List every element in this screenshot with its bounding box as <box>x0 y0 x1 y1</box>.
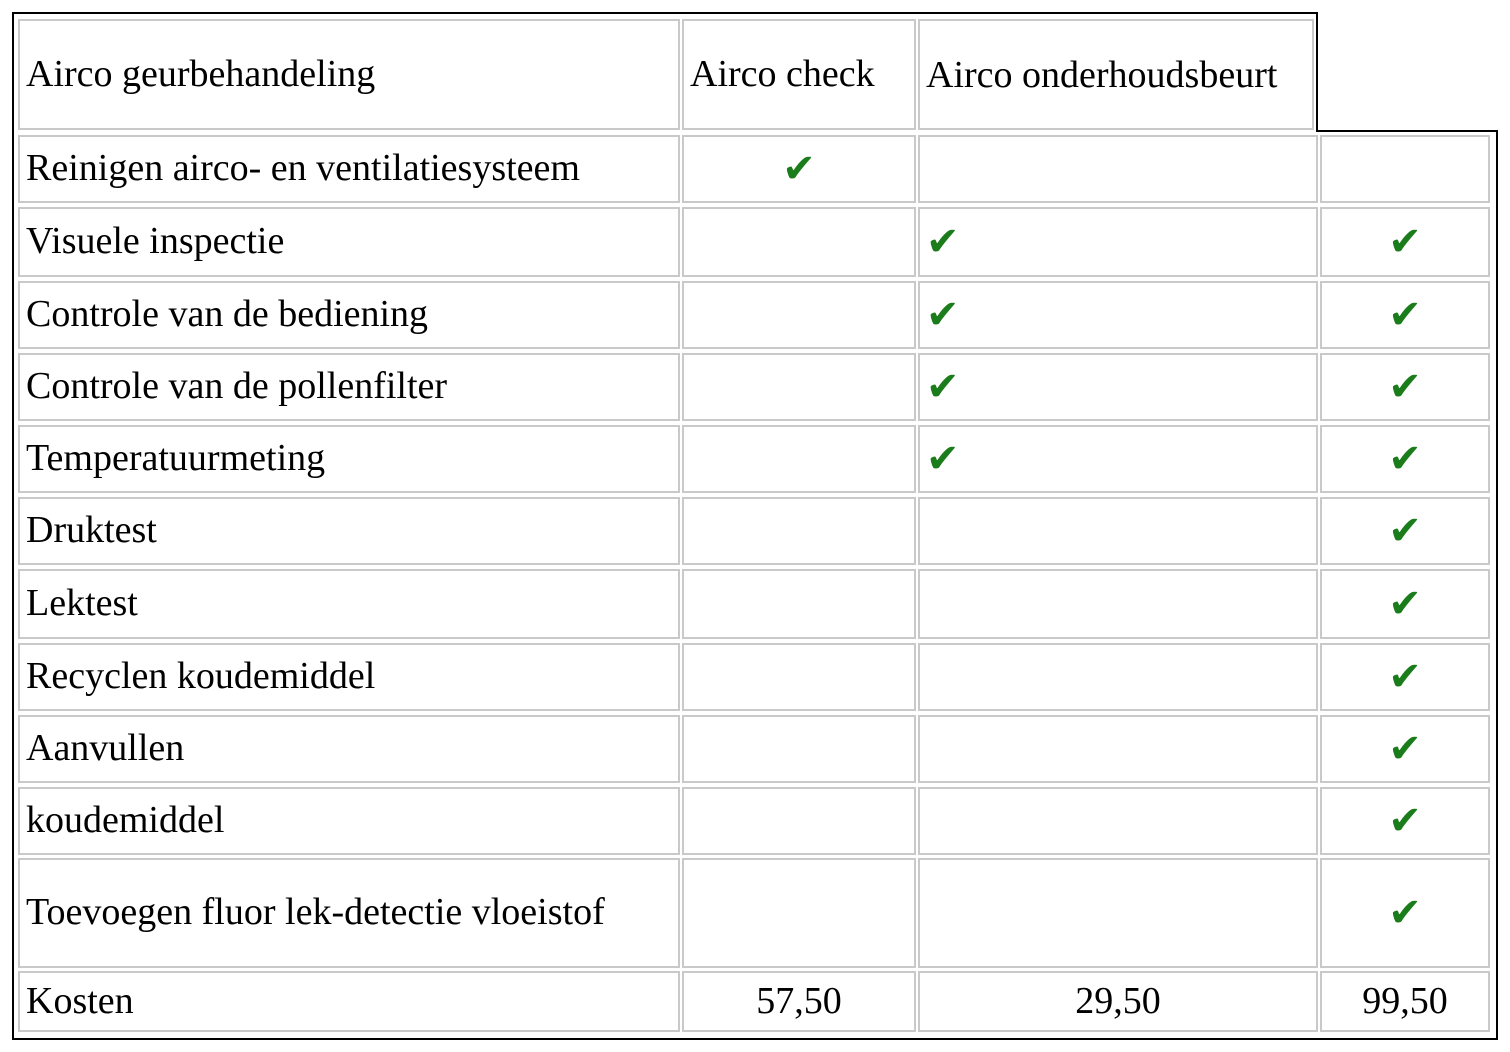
row-check-cell <box>1320 497 1490 565</box>
check-icon: ✔ <box>926 219 960 265</box>
check-icon: ✔ <box>926 292 960 338</box>
row-label: Temperatuurmeting <box>26 437 326 480</box>
row-check-cell <box>1320 353 1490 421</box>
check-icon: ✔ <box>1388 581 1422 627</box>
row-check-cell <box>918 425 1318 493</box>
row-label-cell <box>18 715 680 783</box>
row-check-cell <box>918 715 1318 783</box>
check-icon: ✔ <box>1388 726 1422 772</box>
row-check-cell <box>1320 858 1490 968</box>
row-check-cell <box>918 353 1318 421</box>
row-label-cell <box>18 569 680 639</box>
row-label: Controle van de pollenfilter <box>26 365 448 408</box>
header-label: Airco geurbehandeling <box>26 52 376 95</box>
row-label: Recyclen koudemiddel <box>26 655 376 698</box>
row-check-cell <box>682 715 916 783</box>
row-label: Druktest <box>26 509 157 552</box>
row-check-cell <box>682 425 916 493</box>
header-cell-airco-geurbehandeling <box>18 19 680 130</box>
row-label-cell <box>18 135 680 203</box>
row-check-cell <box>1320 787 1490 855</box>
row-label-cell <box>18 207 680 277</box>
check-icon: ✔ <box>1388 292 1422 338</box>
row-check-cell <box>1320 643 1490 711</box>
header-cell-airco-onderhoudsbeurt <box>918 19 1314 130</box>
row-check-cell <box>682 353 916 421</box>
row-label: koudemiddel <box>26 799 225 842</box>
row-label: Reinigen airco- en ventilatiesysteem <box>26 147 580 190</box>
cost-value: 57,50 <box>756 979 842 1022</box>
check-icon: ✔ <box>1388 436 1422 482</box>
row-check-cell <box>918 643 1318 711</box>
cost-value: 29,50 <box>1075 979 1161 1022</box>
row-label-cell <box>18 787 680 855</box>
table-frame-notch <box>1316 130 1498 132</box>
row-check-cell <box>918 207 1318 277</box>
row-label: Controle van de bediening <box>26 293 429 336</box>
check-icon: ✔ <box>926 436 960 482</box>
row-check-cell <box>918 787 1318 855</box>
row-check-cell <box>1320 569 1490 639</box>
footer-cost-column-4 <box>1320 971 1490 1032</box>
row-label: Aanvullen <box>26 727 185 770</box>
header-label: Airco check <box>690 52 875 95</box>
row-check-cell <box>682 281 916 349</box>
footer-cost-airco-onderhoudsbeurt <box>918 971 1318 1032</box>
row-check-cell <box>1320 135 1490 203</box>
row-check-cell <box>918 135 1318 203</box>
check-icon: ✔ <box>1388 508 1422 554</box>
row-check-cell <box>1320 281 1490 349</box>
row-label: Visuele inspectie <box>26 220 285 263</box>
footer-label: Kosten <box>26 979 134 1022</box>
header-label: Airco onderhoudsbeurt <box>926 53 1278 96</box>
row-label-cell <box>18 353 680 421</box>
row-label: Toevoegen fluor lek-detectie vloeistof <box>26 891 605 934</box>
row-label-cell <box>18 497 680 565</box>
row-label: Lektest <box>26 582 138 625</box>
cost-value: 99,50 <box>1362 979 1448 1022</box>
row-label-cell <box>18 281 680 349</box>
row-check-cell <box>1320 715 1490 783</box>
check-icon: ✔ <box>782 146 816 192</box>
footer-cost-airco-check <box>682 971 916 1032</box>
row-check-cell <box>918 858 1318 968</box>
row-check-cell <box>682 858 916 968</box>
row-check-cell <box>918 497 1318 565</box>
check-icon: ✔ <box>1388 364 1422 410</box>
check-icon: ✔ <box>926 364 960 410</box>
check-icon: ✔ <box>1388 798 1422 844</box>
check-icon: ✔ <box>1388 654 1422 700</box>
row-check-cell <box>918 281 1318 349</box>
check-icon: ✔ <box>1388 890 1422 936</box>
row-check-cell <box>682 787 916 855</box>
check-icon: ✔ <box>1388 219 1422 265</box>
row-check-cell <box>682 643 916 711</box>
footer-label-cell <box>18 971 680 1032</box>
row-label-cell <box>18 425 680 493</box>
row-check-cell <box>1320 425 1490 493</box>
row-check-cell <box>1320 207 1490 277</box>
header-cell-airco-check <box>682 19 916 130</box>
row-label-cell <box>18 643 680 711</box>
row-check-cell <box>682 207 916 277</box>
row-check-cell <box>682 497 916 565</box>
row-check-cell <box>682 135 916 203</box>
row-check-cell <box>918 569 1318 639</box>
row-label-cell <box>18 858 680 968</box>
row-check-cell <box>682 569 916 639</box>
